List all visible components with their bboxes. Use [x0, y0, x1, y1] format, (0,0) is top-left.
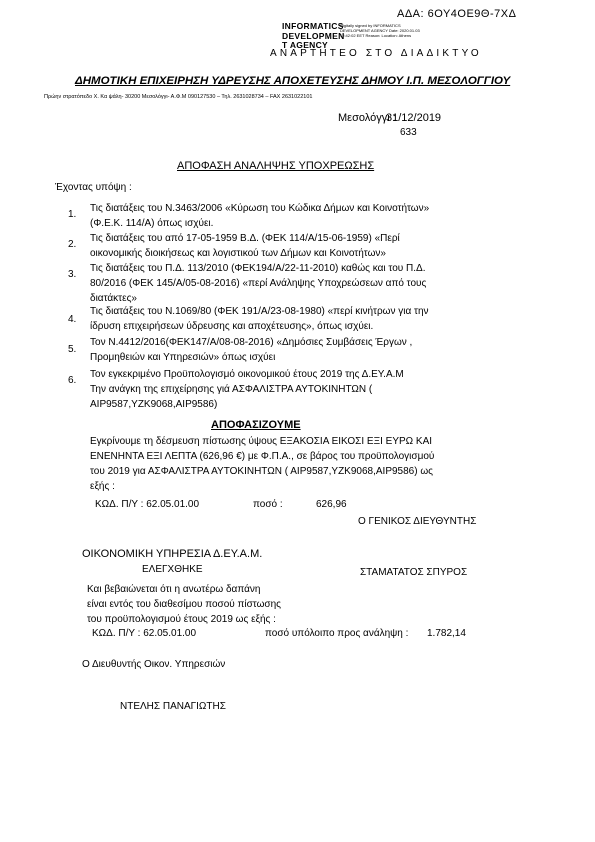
list-item	[90, 231, 490, 261]
considering-heading: Έχοντας υπόψη :	[55, 182, 132, 193]
item-number: 4.	[68, 314, 77, 325]
item-line: (Φ.Ε.Κ. 114/Α) όπως ισχύει.	[90, 218, 214, 229]
signature-line-2: DEVELOPMEN	[282, 30, 345, 41]
amount-value: 626,96	[316, 499, 347, 510]
item-line: Τον εγκεκριμένο Προϋπολογισμό οικονομικού έτους 2019 της Δ.ΕΥ.Α.Μ	[90, 369, 404, 380]
item-line: Τον Ν.4412/2016(ΦΕΚ147/Α/08-08-2016) «Δημόσιες Συμβάσεις Έργων ,	[90, 337, 413, 348]
item-line: 80/2016 (ΦΕΚ 145/Α/05-08-2016) «περί Ανάληψης Υποχρεώσεων από τους	[90, 278, 427, 289]
item-line: ίδρυση επιχειρήσεων ύδρευσης και αποχέτευσης», όπως ισχύει.	[90, 321, 374, 332]
approval-line: του 2019 για ΑΣΦΑΛΙΣΤΡΑ ΑΥΤΟΚΙΝΗΤΩΝ ( ΑΙΡ9587,YZK9068,AIP9586) ως	[90, 466, 433, 477]
item-line: Τις διατάξεις του από 17-05-1959 Β.Δ. (ΦΕΚ 114/Α/15-06-1959) «Περί	[90, 233, 400, 244]
decision-heading: ΑΠΟΦΑΣΙΖΟΥΜΕ	[211, 419, 301, 431]
approval-paragraph	[90, 434, 470, 494]
general-director-title: Ο ΓΕΝΙΚΟΣ ΔΙΕΥΘΥΝΤΗΣ	[358, 516, 477, 527]
item-line: Τις διατάξεις του Ν.1069/80 (ΦΕΚ 191/Α/23-08-1980) «περί κινήτρων για την	[90, 306, 429, 317]
organization-address: Πρώην στρατόπεδο Χ. Κα ψάλη- 30200 Μεσολόγγι- Α.Φ.Μ 090127530 – Τηλ. 2631028734 – FAX 2631022101	[44, 94, 313, 100]
finance-director-title: Ο Διευθυντής Οικον. Υπηρεσιών	[82, 659, 226, 670]
protocol-number: 633	[400, 127, 417, 138]
item-line: Τις διατάξεις του Ν.3463/2006 «Κύρωση του Κώδικα Δήμων και Κοινοτήτων»	[90, 203, 430, 214]
general-director-name: ΣΤΑΜΑΤΑΤΟΣ ΣΠΥΡΟΣ	[360, 567, 468, 578]
certification-line: Και βεβαιώνεται ότι η ανωτέρω δαπάνη	[87, 584, 261, 595]
item-line: Τις διατάξεις του Π.Δ. 113/2010 (ΦΕΚ194/Α/22-11-2010) καθώς και του Π.Δ.	[90, 263, 426, 274]
budget-code-remaining: ΚΩΔ. Π/Υ : 62.05.01.00	[92, 628, 197, 639]
approval-line: εξής :	[90, 481, 115, 492]
list-item	[90, 261, 490, 306]
checked-label: ΕΛΕΓΧΘΗΚΕ	[142, 564, 203, 575]
certification-paragraph	[87, 582, 347, 627]
list-item	[90, 335, 490, 365]
budget-code: ΚΩΔ. Π/Υ : 62.05.01.00	[95, 499, 200, 510]
document-date: 31/12/2019	[386, 112, 442, 124]
item-line: διατάκτες»	[90, 293, 137, 304]
remaining-label: ποσό υπόλοιπο προς ανάληψη :	[265, 628, 409, 639]
item-number: 3.	[68, 269, 77, 280]
document-title: ΑΠΟΦΑΣΗ ΑΝΑΛΗΨΗΣ ΥΠΟΧΡΕΩΣΗΣ	[177, 160, 375, 172]
item-number: 2.	[68, 239, 77, 250]
item-number: 5.	[68, 344, 77, 355]
finance-service-title: ΟΙΚΟΝΟΜΙΚΗ ΥΠΗΡΕΣΙΑ Δ.ΕΥ.Α.Μ.	[82, 548, 263, 560]
approval-line: Εγκρίνουμε τη δέσμευση πίστωσης ύψους ΕΞΑΚΟΣΙΑ ΕΙΚΟΣΙ ΕΞΙ ΕΥΡΩ ΚΑΙ	[90, 436, 433, 447]
diavgeia-notice: ΑΝΑΡΤΗΤΕΟ ΣΤΟ ΔΙΑΔΙΚΤΥΟ	[270, 48, 482, 59]
digital-signature-stamp	[282, 21, 420, 51]
item-number: 6.	[68, 375, 77, 386]
item-line: Την ανάγκη της επιχείρησης γιά ΑΣΦΑΛΙΣΤΡΑ ΑΥΤΟΚΙΝΗΤΩΝ (	[90, 384, 373, 395]
signature-details: Digitally signed by INFORMATICS DEVELOPMENT AGENCY Date: 2020.01.03 12:42:02 EET Reason: Location: Athens	[340, 23, 420, 38]
amount-label: ποσό :	[253, 499, 283, 510]
list-item	[90, 367, 490, 412]
item-number: 1.	[68, 209, 77, 220]
item-line: Προμηθειών και Υπηρεσιών» όπως ισχύει	[90, 352, 276, 363]
list-item	[90, 201, 490, 231]
list-item	[90, 304, 490, 334]
approval-line: ΕΝΕΝΗΝΤΑ ΕΞΙ ΛΕΠΤΑ (626,96 €) με Φ.Π.Α., σε βάρος του προϋπολογισμού	[90, 451, 435, 462]
remaining-amount: 1.782,14	[427, 628, 466, 639]
organization-name: ΔΗΜΟΤΙΚΗ ΕΠΙΧΕΙΡΗΣΗ ΥΔΡΕΥΣΗΣ ΑΠΟΧΕΤΕΥΣΗΣ ΔΗΜΟΥ Ι.Π. ΜΕΣΟΛΟΓΓΙΟΥ	[75, 75, 511, 87]
certification-line: του προϋπολογισμού έτους 2019 ως εξής :	[87, 614, 276, 625]
item-line: οικονομικής διοικήσεως και λογιστικού των Δήμων και Κοινοτήτων»	[90, 248, 386, 259]
signature-line-1: INFORMATICS	[282, 21, 344, 31]
item-line: ΑΙΡ9587,YZK9068,AIP9586)	[90, 399, 218, 410]
signature-line-3: T AGENCY	[282, 40, 329, 50]
ada-code: ΑΔΑ: 6ΟΥ4ΟΕ9Θ-7ΧΔ	[397, 8, 517, 20]
finance-director-name: ΝΤΕΛΗΣ ΠΑΝΑΓΙΩΤΗΣ	[120, 701, 226, 712]
certification-line: είναι εντός του διαθεσίμου ποσού πίστωσης	[87, 599, 281, 610]
date-label: Μεσολόγγι :	[338, 112, 396, 124]
